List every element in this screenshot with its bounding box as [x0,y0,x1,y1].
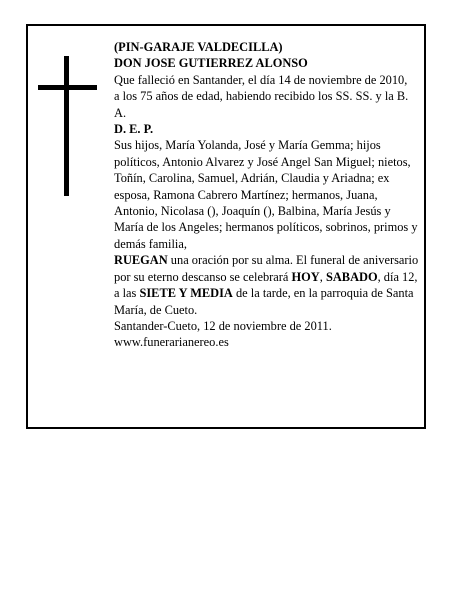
website-line: www.funerarianereo.es [114,335,229,350]
age-line: a los 75 años de edad, habiendo recibido los SS. SS. y la B. A. [114,89,409,120]
sabado-word: SABADO [325,269,378,284]
request-comma: , [319,269,326,284]
cross-icon-vertical [64,56,69,196]
death-line: Que falleció en Santander, el día 14 de noviembre de 2010, [114,72,408,87]
request-paragraph [114,252,422,318]
family-paragraph: Sus hijos, María Yolanda, José y María Gemma; hijos políticos, Antonio Alvarez y José Angel San Miguel; nietos, Toñín, Carolina, Samuel, Adrián, Claudia y Ariadna; ex esposa, Ramona Cabrero Martínez; hermanos, Juana, Antonio, Nicolasa (), Joaquín (), Balbina, María Jesús y María de los Angeles; hermanos políticos, sobrinos, primos y demás familia, [114,138,418,251]
ruegan-word: RUEGAN [114,253,168,268]
deceased-name: DON JOSE GUTIERREZ ALONSO [114,56,308,71]
request-text-2: , día 12, a las [114,269,418,301]
funeral-time: SIETE Y MEDIA [139,286,233,301]
obituary-header: (PIN-GARAJE VALDECILLA) [114,40,283,54]
cross-icon-horizontal [38,85,97,90]
dep-line: D. E. P. [114,122,154,137]
request-text-1: una oración por su alma. El funeral de aniversario por su eterno descanso se celebrará [114,253,419,284]
request-text-3: de la tarde, en la parroquia de Santa María, de Cueto. [114,286,414,317]
place-date-line: Santander-Cueto, 12 de noviembre de 2011. [114,318,332,333]
obituary-text [114,39,422,351]
hoy-word: HOY [291,269,320,284]
